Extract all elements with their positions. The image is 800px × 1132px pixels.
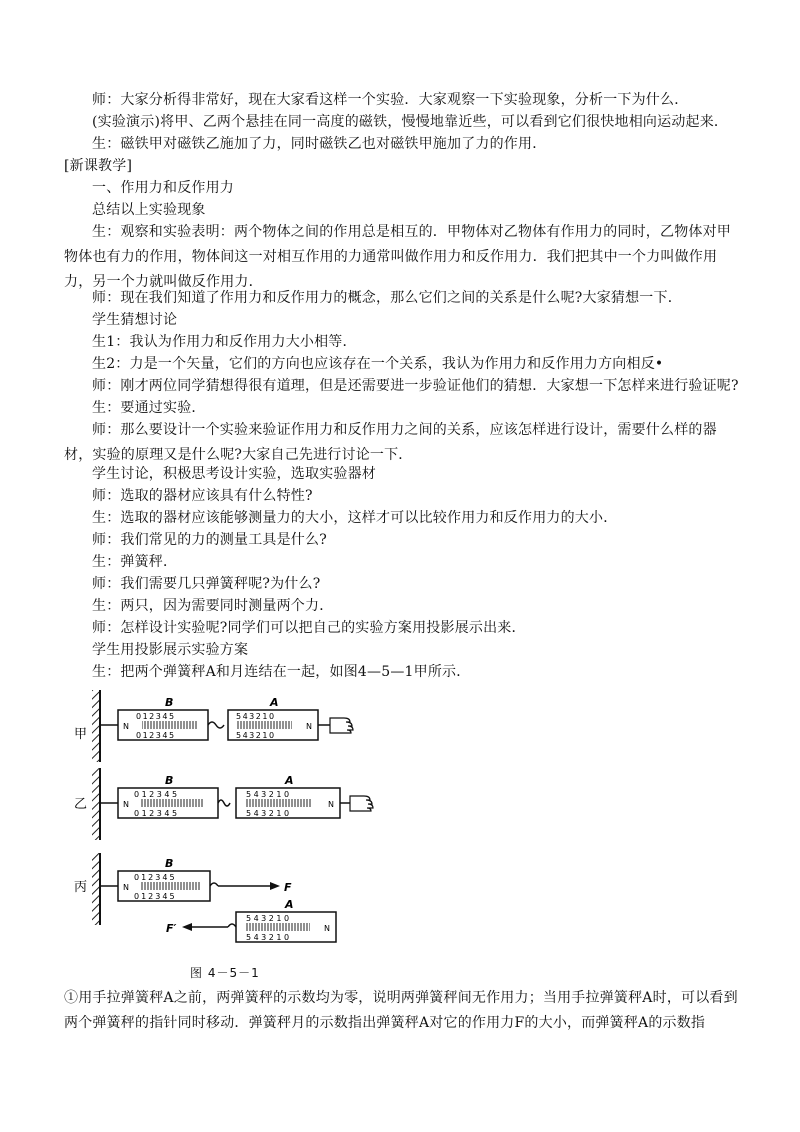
paragraph-teacher-design-exp: 师：怎样设计实验呢?同学们可以把自己的实验方案用投影展示出来． xyxy=(92,620,526,636)
row-label-bing: 丙 xyxy=(74,880,88,895)
paragraph-teacher-equipment: 师：选取的器材应该具有什么特性? xyxy=(92,488,313,504)
wall-jia xyxy=(92,690,100,762)
paragraph-teacher-design: 师：那么要设计一个实验来验证作用力和反作用力之间的关系，应该怎样进行设计，需要什么样的器材，实验的原理又是什么呢?大家自己先进行讨论一下． xyxy=(64,422,717,463)
digits-b-jia-top: 012345 xyxy=(136,712,176,721)
n-label-a-jia: N xyxy=(306,722,312,731)
n-label-a-yi: N xyxy=(328,800,334,809)
digits-a-bing-bottom: 543210 xyxy=(246,933,292,942)
arrow-right-icon xyxy=(270,882,280,890)
digits-a-jia-bottom: 543210 xyxy=(236,731,276,740)
paragraph-demo: (实验演示)将甲、乙两个悬挂在同一高度的磁铁，慢慢地靠近些，可以看到它们很快地相向运动起来． xyxy=(92,114,729,130)
label-a-bing: A xyxy=(285,898,294,911)
paragraph-student-experiment: 生：要通过实验． xyxy=(92,400,206,416)
row-label-jia: 甲 xyxy=(74,727,88,742)
paragraph-teacher-intro: 师：大家分析得非常好，现在大家看这样一个实验．大家观察一下实验现象，分析一下为什么． xyxy=(92,92,689,108)
label-b-jia: B xyxy=(165,696,174,709)
force-label-f-prime: F′ xyxy=(166,922,177,935)
digits-a-yi-top: 543210 xyxy=(246,790,292,799)
paragraph-student-two: 生：两只，因为需要同时测量两个力． xyxy=(92,598,334,614)
arrow-left-icon xyxy=(182,923,192,931)
digits-a-jia-top: 543210 xyxy=(236,712,276,721)
label-b-yi: B xyxy=(165,774,174,787)
paragraph-student-spring: 生：弹簧秤． xyxy=(92,554,178,570)
figure-caption: 图 4－5－1 xyxy=(190,966,260,980)
n-label-b-yi: N xyxy=(123,800,129,809)
paragraph-observation: 生：观察和实验表明：两个物体之间的作用总是相互的．甲物体对乙物体有作用力的同时，乙物体对甲物体也有力的作用，物体间这一对相互作用的力通常叫做作用力和反作用力．我们把其中一个力叫做作用力，另一个力就叫做反作用力． xyxy=(64,224,731,290)
wall-bing xyxy=(92,853,100,925)
paragraph-student-equipment: 生：选取的器材应该能够测量力的大小，这样才可以比较作用力和反作用力的大小． xyxy=(92,510,618,526)
row-bing xyxy=(100,857,336,942)
digits-b-yi-bottom: 012345 xyxy=(134,809,180,818)
subheading-action-reaction: 一、作用力和反作用力 xyxy=(92,180,234,196)
paragraph-teacher-question: 师：现在我们知道了作用力和反作用力的概念，那么它们之间的关系是什么呢?大家猜想一下． xyxy=(92,290,682,306)
digits-b-bing-top: 012345 xyxy=(134,873,177,882)
paragraph-teacher-how-many: 师：我们需要几只弹簧秤呢?为什么? xyxy=(92,576,321,592)
hand-icon xyxy=(350,796,373,811)
digits-a-bing-top: 543210 xyxy=(246,914,292,923)
paragraph-teacher-verify: 师：刚才两位同学猜想得很有道理，但是还需要进一步验证他们的猜想．大家想一下怎样来进行验证呢? xyxy=(92,378,739,394)
row-yi xyxy=(100,774,373,818)
paragraph-student-connect: 生：把两个弹簧秤A和月连结在一起，如图4—5—1甲所示． xyxy=(92,664,471,680)
figure-spring-scales xyxy=(60,688,400,958)
label-a-yi: A xyxy=(285,774,294,787)
paragraph-student-guess: 学生猜想讨论 xyxy=(92,312,178,328)
n-label-a-bing: N xyxy=(324,924,330,933)
n-label-b-bing: N xyxy=(123,883,129,892)
n-label-b-jia: N xyxy=(123,722,129,731)
digits-b-yi-top: 012345 xyxy=(134,790,180,799)
paragraph-teacher-tool: 师：我们常见的力的测量工具是什么? xyxy=(92,532,327,548)
wall-yi xyxy=(92,768,100,840)
force-label-f: F xyxy=(284,881,292,894)
label-b-bing: B xyxy=(165,857,174,870)
paragraph-student1: 生1：我认为作用力和反作用力大小相等． xyxy=(92,334,357,350)
digits-b-jia-bottom: 012345 xyxy=(136,731,176,740)
section-heading-new-lesson: [新课教学] xyxy=(64,158,133,174)
digits-a-yi-bottom: 543210 xyxy=(246,809,292,818)
row-label-yi: 乙 xyxy=(74,797,88,812)
paragraph-student-discuss: 学生讨论，积极思考设计实验，选取实验器材 xyxy=(92,466,376,482)
paragraph-student-answer: 生：磁铁甲对磁铁乙施加了力，同时磁铁乙也对磁铁甲施加了力的作用． xyxy=(92,136,547,152)
digits-b-bing-bottom: 012345 xyxy=(134,892,177,901)
paragraph-student2: 生2：力是一个矢量，它们的方向也应该存在一个关系，我认为作用力和反作用力方向相反• xyxy=(92,356,664,372)
label-a-jia: A xyxy=(270,696,279,709)
paragraph-conclusion: ①用手拉弹簧秤A之前，两弹簧秤的示数均为零，说明两弹簧秤间无作用力；当用手拉弹簧秤A时，可以看到两个弹簧秤的指针同时移动．弹簧秤月的示数指出弹簧秤A对它的作用力F的大小，而弹簧秤A的示数指 xyxy=(64,990,738,1031)
row-jia xyxy=(100,696,353,740)
paragraph-summary: 总结以上实验现象 xyxy=(92,202,206,218)
paragraph-student-projection: 学生用投影展示实验方案 xyxy=(92,642,249,658)
hand-icon xyxy=(330,718,353,733)
